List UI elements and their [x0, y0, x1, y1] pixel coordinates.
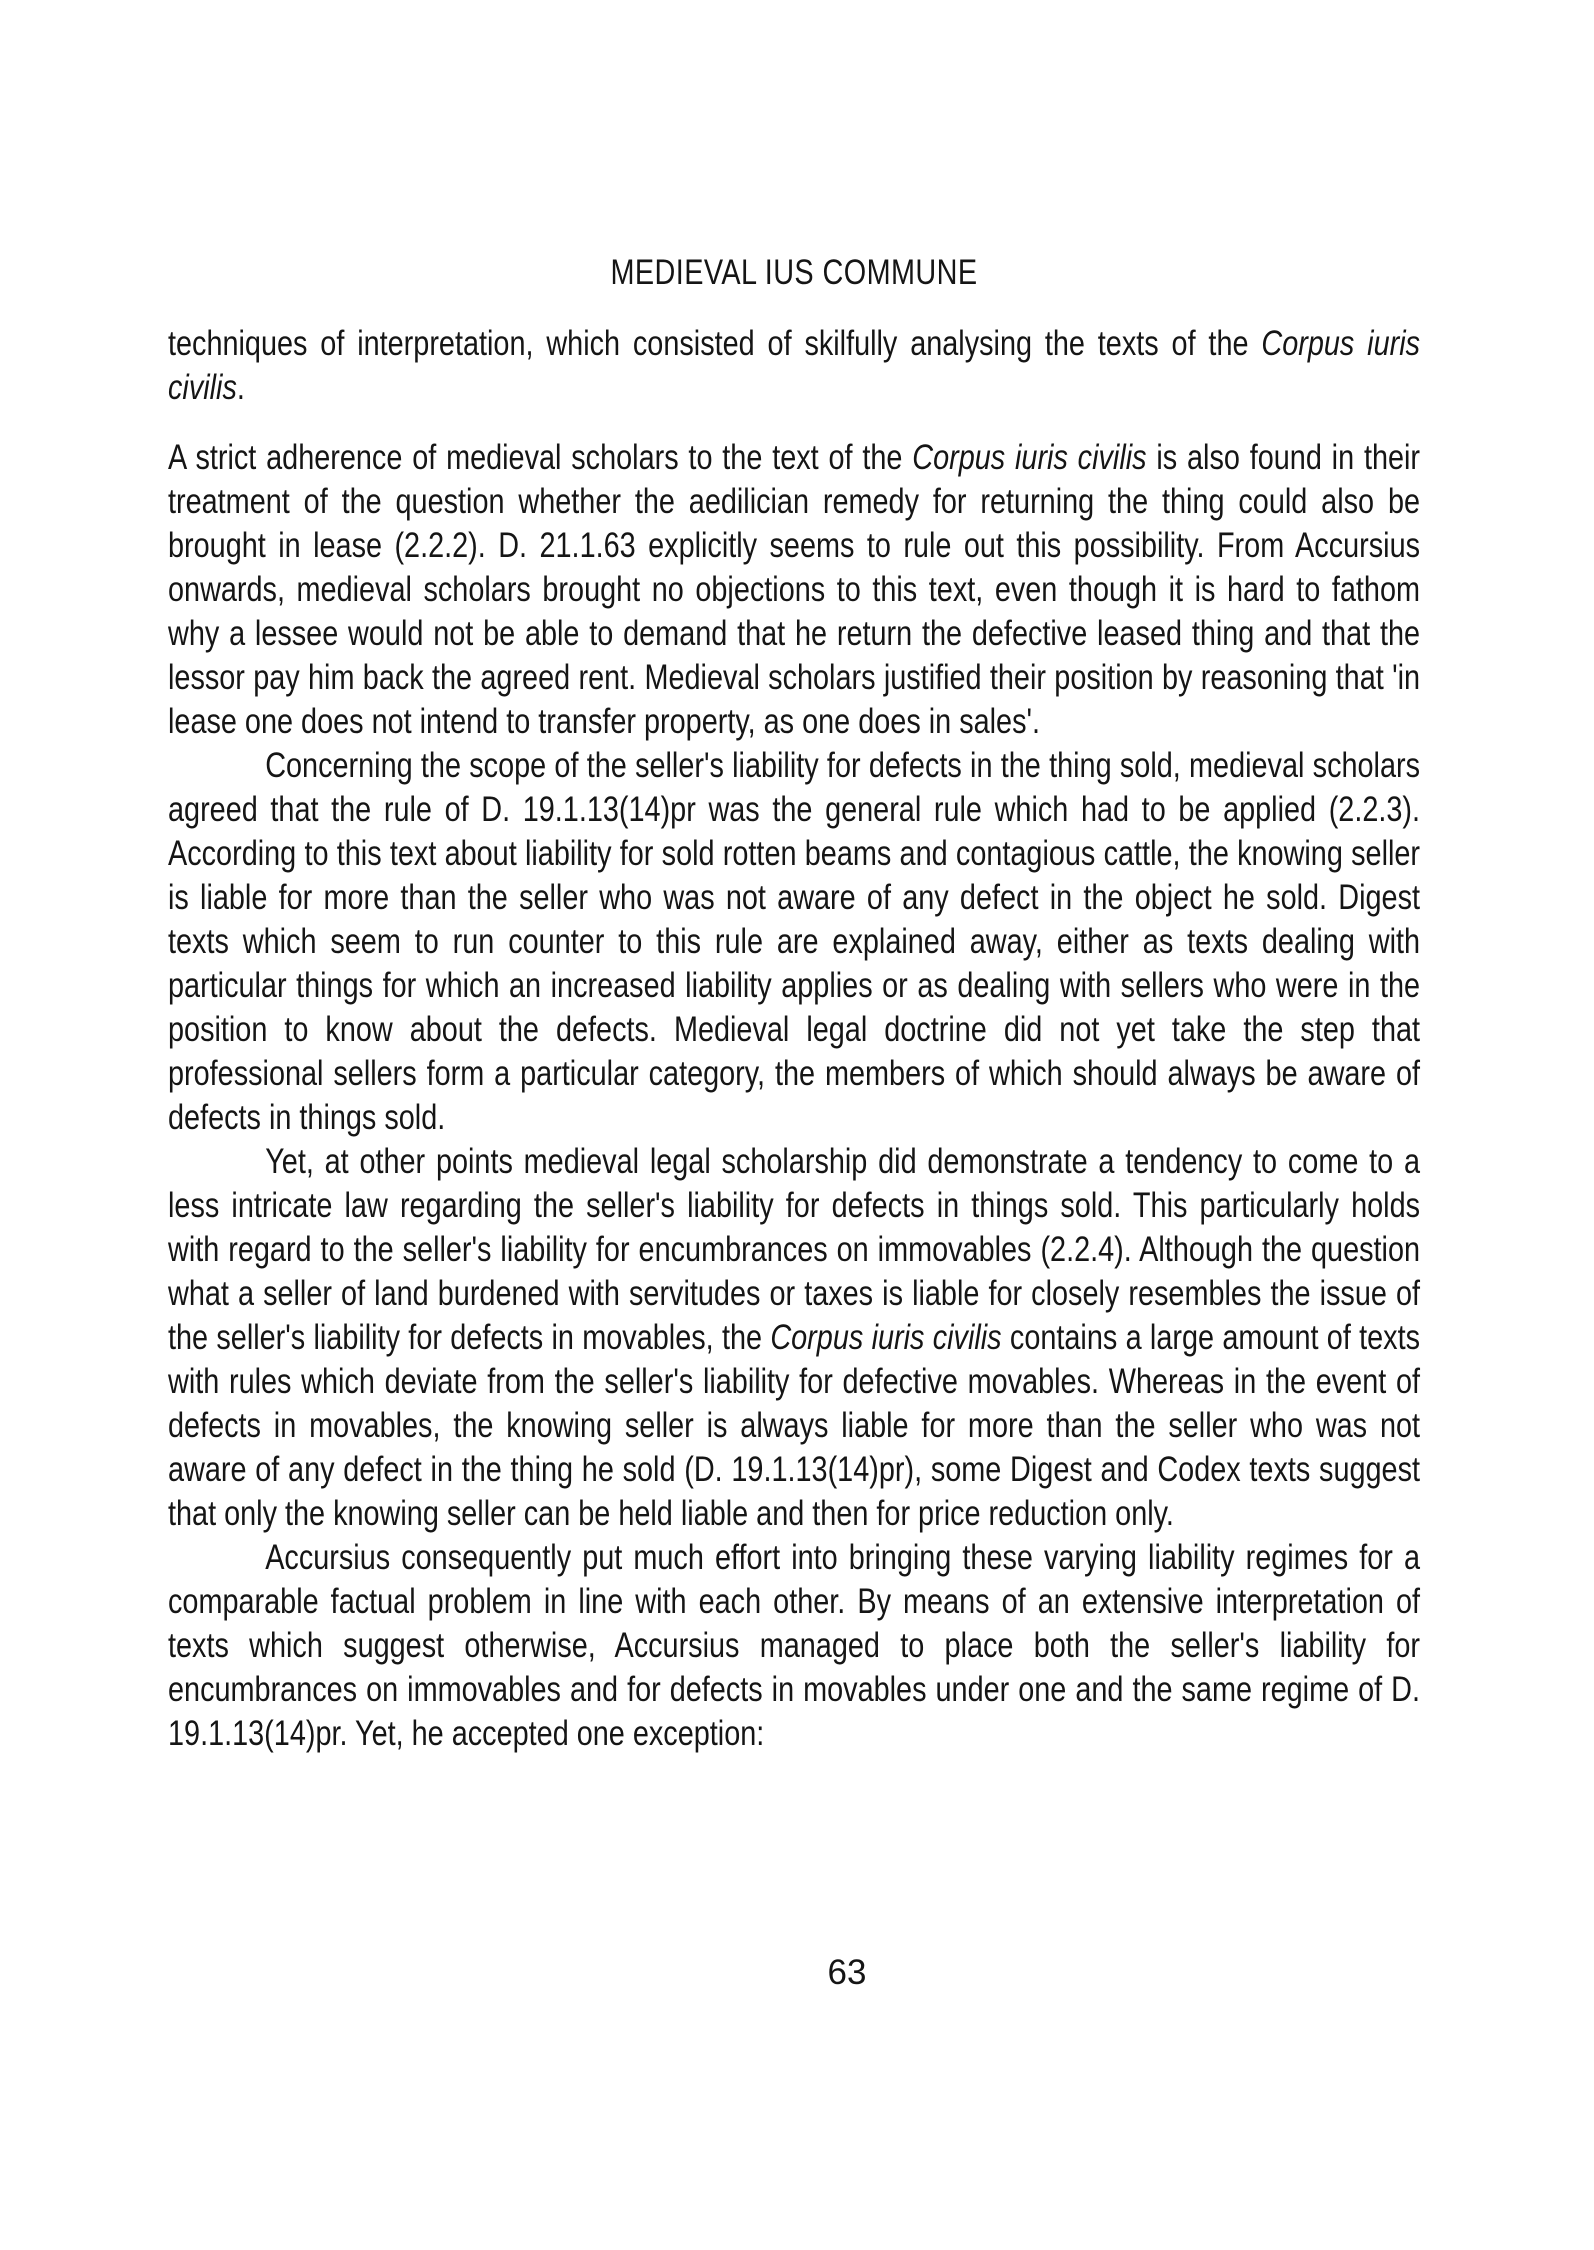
body-text [168, 322, 1420, 1756]
text-run: Accursius consequently put much effort into bringing these varying liability regimes for a comparable factual problem in line with each other. By means of an extensive interpretation of texts which suggest otherwise, Accursius managed to place both the seller's liability for encumbrances on immovables and for defects in movables under one and the same regime of D. 19.1.13(14)pr. Yet, he accepted one exception: [168, 1538, 1421, 1753]
text-run: Concerning the scope of the seller's liability for defects in the thing sold, medieval scholars agreed that the rule of D. 19.1.13(14)pr was the general rule which had to be applied (2.2.3). According to this text about liability for sold rotten beams and contagious cattle, the knowing seller is liable for more than the seller who was not aware of any defect in the object he sold. Digest texts which seem to run counter to this rule are explained away, either as texts dealing with particular things for which an increased liability applies or as dealing with sellers who were in the position to know about the defects. Medieval legal doctrine did not yet take the step that professional sellers form a particular category, the members of which should always be aware of defects in things sold. [168, 746, 1421, 1137]
text-run: is also found in their treatment of the question whether the aedilician remedy for returning the thing could also be brought in lease (2.2.2). D. 21.1.63 explicitly seems to rule out this possibility. From Accursius onwards, medieval scholars brought no objections to this text, even though it is hard to fathom why a lessee would not be able to demand that he return the defective leased thing and that the lessor pay him back the agreed rent. Medieval scholars justified their position by reasoning that 'in lease one does not intend to transfer property, as one does in sales'. [168, 438, 1421, 741]
paragraph [168, 744, 1420, 1140]
text-run: techniques of interpretation, which consisted of skilfully analysing the texts of the [168, 324, 1262, 363]
running-header: MEDIEVAL IUS COMMUNE [610, 253, 978, 292]
italic-work-title: Corpus iuris civilis [168, 324, 1421, 407]
paragraph [168, 1140, 1420, 1536]
text-run: A strict adherence of medieval scholars to the text of the [168, 438, 913, 477]
page-number: 63 [827, 1953, 867, 1992]
text-run: . [236, 368, 245, 407]
italic-work-title: Corpus iuris civilis [770, 1318, 1002, 1357]
paragraph [168, 436, 1420, 744]
italic-work-title: Corpus iuris civilis [912, 438, 1147, 477]
paragraph [168, 1536, 1420, 1756]
paragraph [168, 322, 1420, 410]
page-content [168, 251, 1420, 1756]
text-run: contains a large amount of texts with rules which deviate from the seller's liability for defective movables. Whereas in the event of defects in movables, the knowing seller is always liable for more than the seller who was not aware of any defect in the thing he sold (D. 19.1.13(14)pr), some Digest and Codex texts suggest that only the knowing seller can be held liable and then for price reduction only. [168, 1318, 1421, 1533]
text-run: Yet, at other points medieval legal scholarship did demonstrate a tendency to come to a less intricate law regarding the seller's liability for defects in things sold. This particularly holds with regard to the seller's liability for encumbrances on immovables (2.2.4). Although the question what a seller of land burdened with servitudes or taxes is liable for closely resembles the issue of the seller's liability for defects in movables, the [168, 1142, 1421, 1357]
